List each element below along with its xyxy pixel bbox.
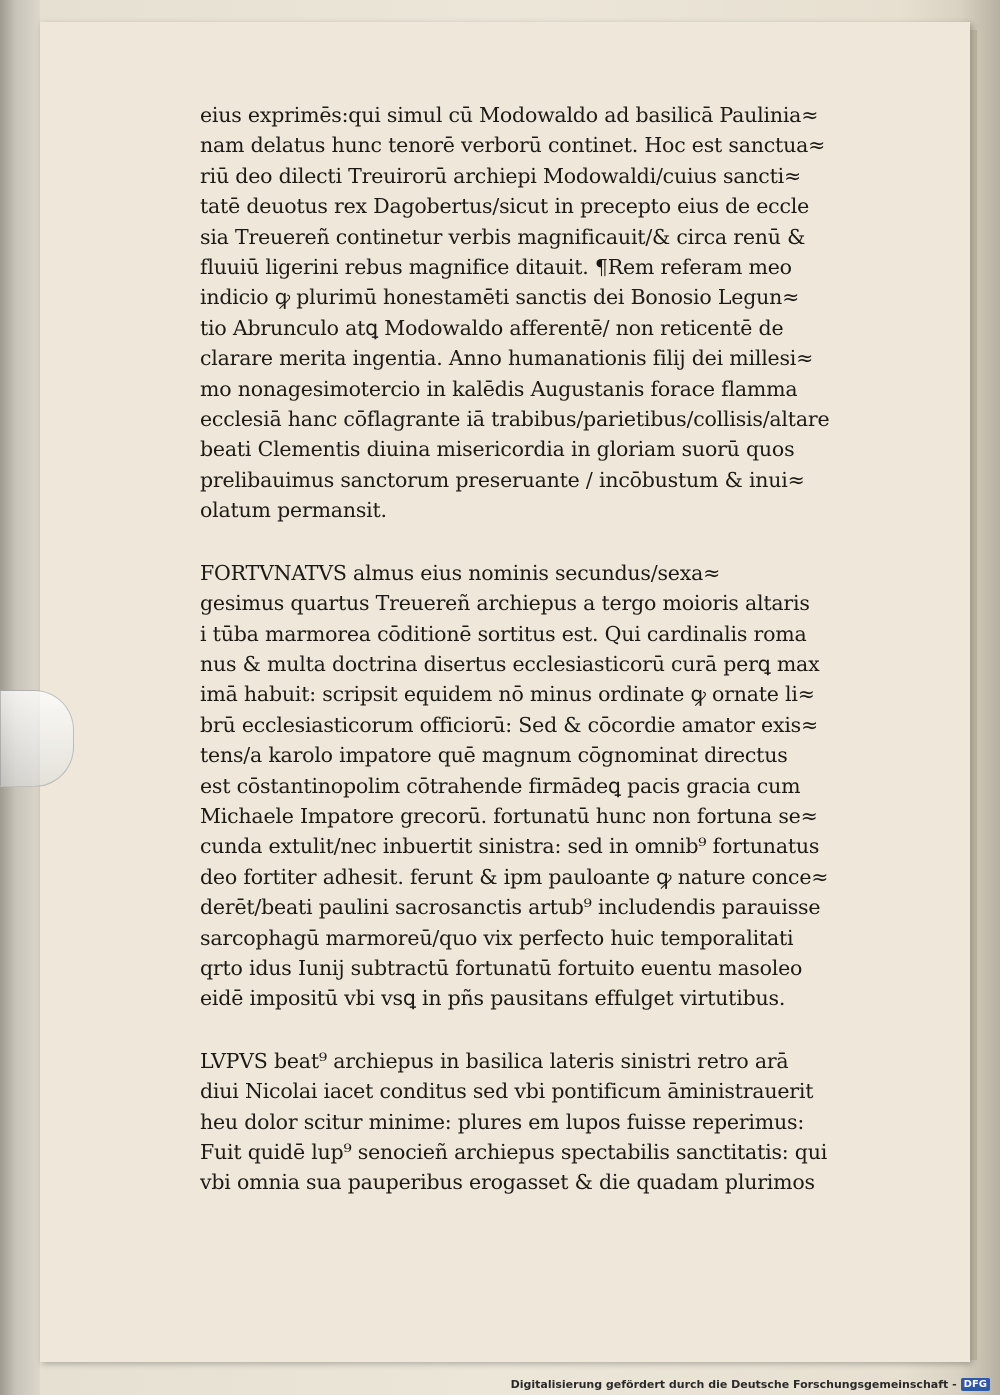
text-line: gesimus quartus Treuereñ archiepus a tergo moioris altaris	[200, 591, 810, 616]
text-line: fluuiū ligerini rebus magnifice ditauit. ¶Rem referam meo	[200, 255, 792, 280]
text-line: nam delatus hunc tenorē verborū continet. Hoc est sanctua≈	[200, 133, 826, 158]
text-line: indicio ꝙ plurimū honestamēti sanctis dei Bonosio Legun≈	[200, 285, 800, 310]
text-line: olatum permansit.	[200, 498, 387, 523]
text-line: deo fortiter adhesit. ferunt & ipm pauloante ꝙ nature conce≈	[200, 864, 829, 889]
footer-credit: Digitalisierung gefördert durch die Deutsche Forschungsgemeinschaft -	[510, 1378, 957, 1391]
text-line: derēt/beati paulini sacrosanctis artub⁹ includendis parauisse	[200, 895, 821, 920]
text-block	[200, 100, 880, 1198]
dfg-logo: DFG	[961, 1378, 990, 1391]
paragraph-lupus	[200, 1046, 880, 1198]
text-line: tio Abrunculo atꝗ Modowaldo afferentē/ non reticentē de	[200, 315, 784, 340]
text-line: prelibauimus sanctorum preseruante / incōbustum & inui≈	[200, 467, 805, 492]
page-clip	[0, 690, 74, 787]
text-line: i tūba marmorea cōditionē sortitus est. Qui cardinalis roma	[200, 621, 807, 646]
text-line: clarare merita ingentia. Anno humanationis filij dei millesi≈	[200, 346, 814, 371]
text-line: sia Treuereñ continetur verbis magnificauit/& circa renū &	[200, 224, 806, 249]
text-line: tens/a karolo impatore quē magnum cōgnominat directus	[200, 743, 788, 768]
text-line: LVPVS beat⁹ archiepus in basilica lateris sinistri retro arā	[200, 1048, 789, 1073]
text-line: nus & multa doctrina disertus ecclesiasticorū curā perꝗ max	[200, 651, 820, 676]
text-line: cunda extulit/nec inbuertit sinistra: sed in omnib⁹ fortunatus	[200, 834, 820, 859]
text-line: tatē deuotus rex Dagobertus/sicut in precepto eius de eccle	[200, 194, 810, 219]
text-line: brū ecclesiasticorum officiorū: Sed & cōcordie amator exis≈	[200, 712, 818, 737]
text-line: est cōstantinopolim cōtrahende firmādeꝗ pacis gracia cum	[200, 773, 801, 798]
text-line: eius exprimēs:qui simul cū Modowaldo ad basilicā Paulinia≈	[200, 103, 819, 127]
text-line: beati Clementis diuina misericordia in gloriam suorū quos	[200, 437, 795, 462]
paragraph-modowaldus	[200, 100, 880, 526]
text-line: vbi omnia sua pauperibus erogasset & die quadam plurimos	[200, 1170, 815, 1195]
text-line: imā habuit: scripsit equidem nō minus ordinate ꝙ ornate li≈	[200, 682, 815, 707]
text-line: qrto idus Iunij subtractū fortunatū fortuito euentu masoleo	[200, 955, 803, 980]
text-line: Michaele Impatore grecorū. fortunatū hunc non fortuna se≈	[200, 803, 818, 828]
text-line: sarcophagū marmoreū/quo vix perfecto huic temporalitati	[200, 925, 794, 950]
paragraph-fortunatus	[200, 558, 880, 1014]
text-line: ecclesiā hanc cōflagrante iā trabibus/parietibus/collisis/altare	[200, 407, 830, 432]
text-line: FORTVNATVS almus eius nominis secundus/sexa≈	[200, 560, 721, 585]
text-line: riū deo dilecti Treuirorū archiepi Modowaldi/cuius sancti≈	[200, 163, 801, 188]
text-line: diui Nicolai iacet conditus sed vbi pontificum āministrauerit	[200, 1079, 814, 1104]
digitization-footer	[511, 1378, 990, 1391]
text-line: Fuit quidē lup⁹ senocieñ archiepus spectabilis sanctitatis: qui	[200, 1140, 828, 1164]
text-line: eidē impositū vbi vsꝗ in pñs pausitans effulget virtutibus.	[200, 986, 786, 1011]
text-line: heu dolor scitur minime: plures em lupos fuisse reperimus:	[200, 1109, 805, 1134]
text-line: mo nonagesimotercio in kalēdis Augustanis forace flamma	[200, 376, 798, 401]
